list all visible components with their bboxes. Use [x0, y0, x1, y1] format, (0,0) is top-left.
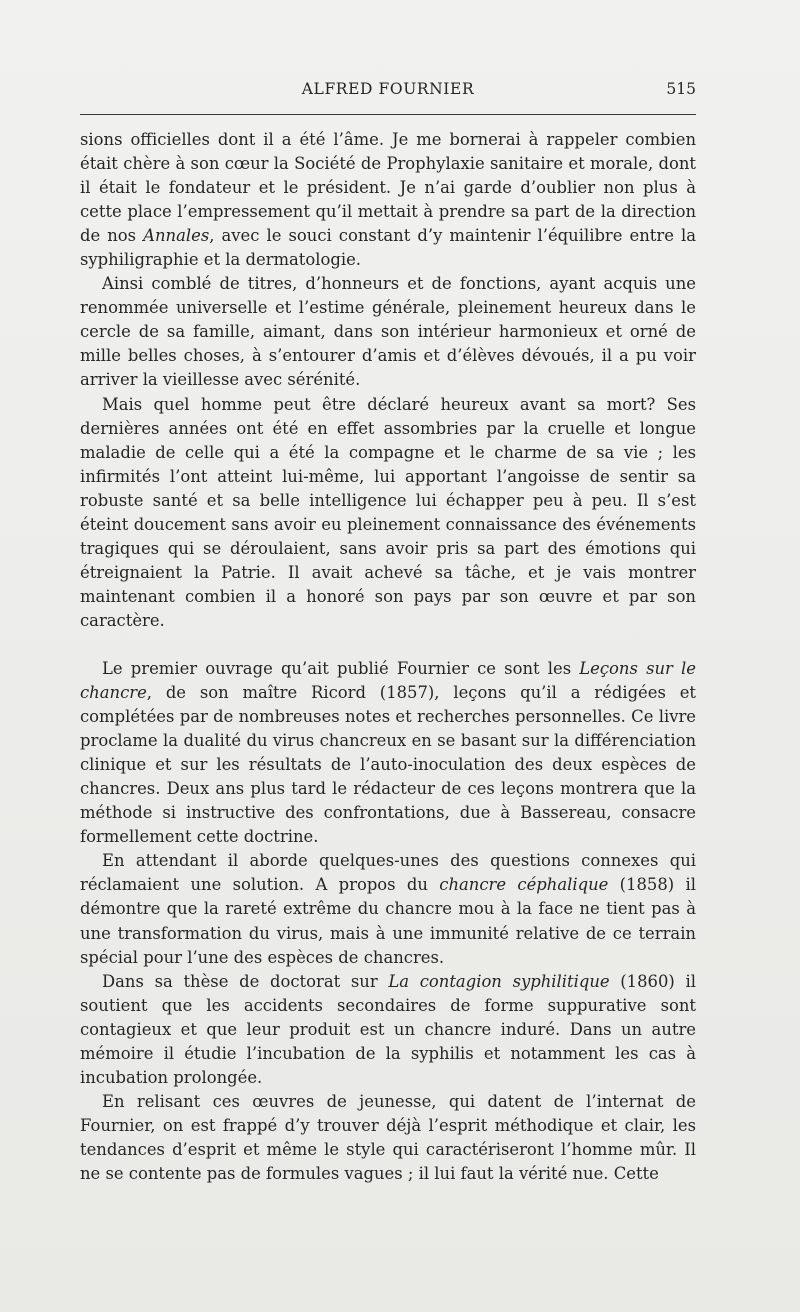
text-run: En attendant il aborde quelques-unes des questions connexes qui réclamaient une solution. A propos du	[80, 851, 696, 895]
italic-title: La contagion syphilitique	[388, 971, 610, 991]
page-number: 515	[666, 80, 696, 98]
header-rule	[80, 114, 696, 115]
text-run: En relisant ces œuvres de jeunesse, qui datent de l’internat de Fournier, on est frappé d’y trouver déjà l’esprit méthodique et clair, les tendances d’esprit et même le style qui caractériseront l’homme mûr. Il ne se contente pas de formules vagues ; il lui faut la vérité nue. Cette	[80, 1091, 696, 1183]
paragraph	[80, 970, 696, 1090]
paragraph	[80, 657, 696, 849]
text-run: (1860) il soutient que les accidents secondaires de forme suppurative sont contagieux et que leur produit est un chancre induré. Dans un autre mémoire il étudie l’incubation de la syphilis et notamment les cas à incubation prolongée.	[80, 971, 696, 1087]
paragraph	[80, 128, 696, 272]
paragraph	[80, 272, 696, 392]
text-run: (1858) il démontre que la rareté extrême du chancre mou à la face ne tient pas à une transformation du virus, mais à une immunité relative de ce terrain spécial pour l’une des espèces de chancres.	[80, 875, 696, 967]
text-run: Dans sa thèse de doctorat sur	[102, 971, 389, 991]
italic-title: Annales	[143, 226, 210, 246]
paragraph	[80, 1090, 696, 1186]
running-title: ALFRED FOURNIER	[301, 80, 475, 98]
text-run: , avec le souci constant d’y maintenir l’équilibre entre la syphiligraphie et la dermatologie.	[80, 226, 696, 270]
text-run: Ainsi comblé de titres, d’honneurs et de fonctions, ayant acquis une renommée universelle et l’estime générale, pleinement heureux dans le cercle de sa famille, aimant, dans son intérieur harmonieux et orné de mille belles choses, à s’entourer d’amis et d’élèves dévoués, il a pu voir arriver la vieillesse avec sérénité.	[80, 274, 696, 390]
text-run: Le premier ouvrage qu’ait publié Fournier ce sont les	[102, 658, 580, 678]
running-head	[80, 80, 696, 100]
text-run: , de son maître Ricord (1857), leçons qu’il a rédigées et complétées par de nombreuses notes et recherches personnelles. Ce livre proclame la dualité du virus chancreux en se basant sur la différenciation clinique et sur les résultats de l’auto-inoculation des deux espèces de chancres. Deux ans plus tard le rédacteur de ces leçons montrera que la méthode si instructive des confrontations, due à Bassereau, consacre formellement cette doctrine.	[80, 683, 696, 847]
paragraph	[80, 849, 696, 969]
text-run: sions officielles dont il a été l’âme. Je me bornerai à rappeler combien était chère à son cœur la Société de Prophylaxie sanitaire et morale, dont il était le fondateur et le président. Je n’ai garde d’oublier non plus à cette place l’empressement qu’il mettait à prendre sa part de la direction de nos	[80, 130, 696, 246]
text-run: Mais quel homme peut être déclaré heureux avant sa mort? Ses dernières années ont été en effet assombries par la cruelle et longue maladie de celle qui a été la compagne et le charme de sa vie ; les infirmités l’ont atteint lui-même, lui apportant l’angoisse de sentir sa robuste santé et sa belle intelligence lui échapper peu à peu. Il s’est éteint doucement sans avoir eu pleinement connaissance des événements tragiques qui se déroulaient, sans avoir pris sa part des émotions qui étreignaient la Patrie. Il avait achevé sa tâche, et je vais montrer maintenant combien il a honoré son pays par son œuvre et par son caractère.	[80, 394, 696, 630]
italic-title: Leçons sur le chancre	[80, 658, 696, 703]
italic-title: chancre céphalique	[439, 875, 609, 895]
body-text	[80, 128, 696, 1186]
paragraph	[80, 393, 696, 633]
